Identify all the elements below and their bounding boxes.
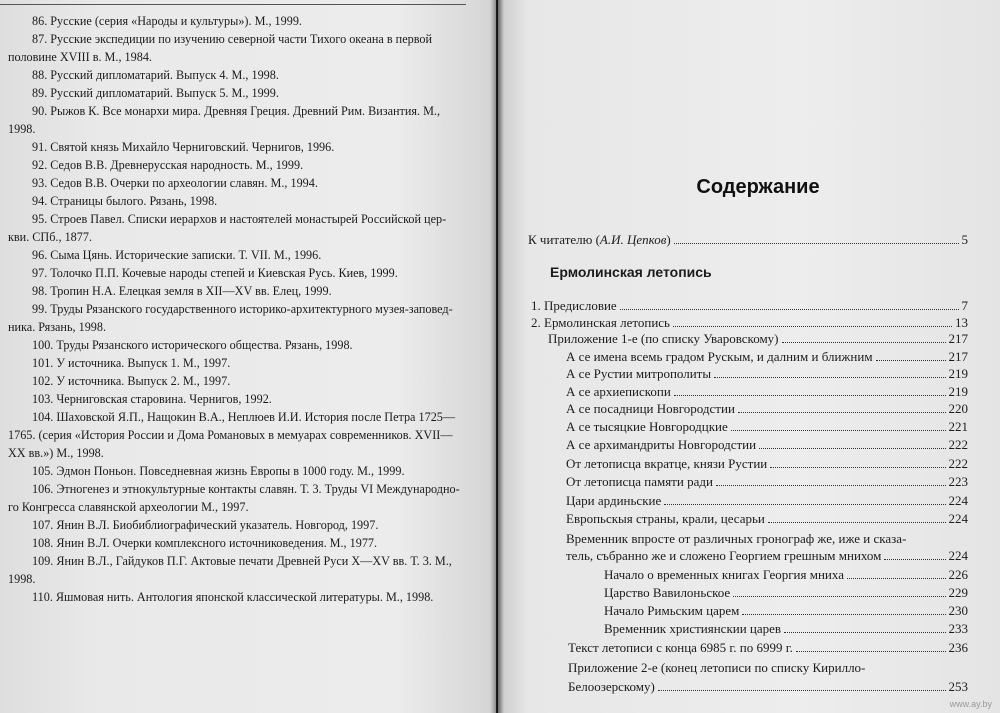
toc-page: 236 — [948, 640, 968, 655]
toc-leader — [620, 297, 959, 310]
bibliography-line: 96. Сыма Цянь. Исторические записки. Т. VII. М., 1996. — [32, 248, 322, 262]
bibliography-line: 103. Черниговская старовина. Чернигов, 1992. — [32, 392, 272, 406]
toc-leader — [884, 547, 945, 560]
toc-leader — [782, 330, 946, 343]
toc-page: 221 — [948, 419, 968, 434]
toc-label: А се архиепископи — [566, 384, 671, 399]
toc-leader — [770, 455, 945, 468]
bibliography-line: 99. Труды Рязанского государственного историко-архитектурного музея-заповед- — [32, 302, 453, 316]
bibliography-line: 1998. — [8, 572, 36, 586]
bibliography-entry — [0, 534, 470, 552]
bibliography-line: 88. Русский дипломатарий. Выпуск 4. М., 1998. — [32, 68, 279, 82]
toc-label: Начало Римьским царем — [604, 603, 740, 618]
toc-leader — [673, 314, 952, 327]
toc-leader — [784, 620, 945, 633]
toc-page: 222 — [948, 437, 968, 452]
toc-page: 5 — [961, 232, 968, 247]
toc-page: 220 — [948, 401, 968, 416]
bibliography-entry — [0, 66, 470, 84]
toc-label: 1. Предисловие — [531, 298, 617, 313]
toc-row — [604, 584, 968, 601]
bibliography-line: 93. Седов В.В. Очерки по археологии славян. М., 1994. — [32, 176, 318, 190]
toc-page: 217 — [948, 331, 968, 346]
bibliography-entry — [0, 480, 470, 516]
bibliography-line: 107. Янин В.Л. Биобиблиографический указатель. Новгород, 1997. — [32, 518, 379, 532]
right-page — [498, 0, 1000, 713]
bibliography-line: 95. Строев Павел. Списки иерархов и настоятелей монастырей Российской цер- — [32, 212, 447, 226]
bibliography-line: 89. Русский дипломатарий. Выпуск 5. М., 1999. — [32, 86, 279, 100]
toc-page: 224 — [948, 493, 968, 508]
toc-leader — [847, 566, 946, 579]
toc-row — [566, 455, 968, 472]
toc-row — [604, 566, 968, 583]
toc-leader — [658, 678, 946, 691]
toc-label: А се архимандриты Новгородстии — [566, 437, 757, 452]
toc-leader — [664, 492, 945, 505]
toc-row — [566, 473, 968, 490]
left-page — [0, 0, 496, 713]
toc-leader — [731, 418, 946, 431]
toc-leader — [674, 231, 959, 244]
toc-label: А се имена всемь градом Рускым, и далним и ближним — [566, 349, 873, 364]
toc-row — [548, 330, 968, 347]
bibliography-entry — [0, 12, 470, 30]
bibliography-entry — [0, 210, 470, 246]
toc-row — [566, 492, 968, 509]
toc-label: Временник впросте от различных гронограф же, иже и сказа- — [566, 531, 907, 546]
bibliography-line: го Конгресса славянской археологии М., 1997. — [8, 500, 249, 514]
bibliography-line: 90. Рыжов К. Все монархи мира. Древняя Греция. Древний Рим. Византия. М., — [32, 104, 440, 118]
toc-label: К читателю (А.И. Цепков) — [528, 232, 671, 247]
toc-label: Царство Вавилоньское — [604, 585, 731, 600]
bibliography-line: 91. Святой князь Михайло Черниговский. Чернигов, 1996. — [32, 140, 335, 154]
bibliography-entry — [0, 516, 470, 534]
bibliography-entry — [0, 282, 470, 300]
bibliography-line: 87. Русские экспедиции по изучению северной части Тихого океана в первой — [32, 32, 432, 46]
bibliography-line: 100. Труды Рязанского исторического общества. Рязань, 1998. — [32, 338, 353, 352]
toc-row — [566, 400, 968, 417]
toc-row — [566, 530, 968, 547]
bibliography-entry — [0, 84, 470, 102]
toc-label: тель, събранно же и сложено Георгием грешным мнихом — [566, 548, 882, 563]
toc-label: 2. Ермолинская летопись — [531, 315, 670, 330]
toc-leader — [768, 510, 946, 523]
toc-page: 219 — [948, 384, 968, 399]
bibliography-line: 1998. — [8, 122, 36, 136]
toc-leader — [876, 348, 946, 361]
bibliography-entry — [0, 462, 470, 480]
toc-row — [604, 602, 968, 619]
bibliography-line: 110. Яшмовая нить. Антология японской классической литературы. М., 1998. — [32, 590, 434, 604]
bibliography-entry — [0, 354, 470, 372]
toc-page: 226 — [948, 567, 968, 582]
bibliography-line: 109. Янин В.Л., Гайдуков П.Г. Актовые печати Древней Руси X—XV вв. Т. 3. М., — [32, 554, 452, 568]
toc-row — [566, 436, 968, 453]
bibliography-entry — [0, 138, 470, 156]
toc-row — [566, 365, 968, 382]
bibliography-line: 105. Эдмон Поньон. Повседневная жизнь Европы в 1000 году. М., 1999. — [32, 464, 405, 478]
toc-row — [531, 297, 968, 314]
toc-label: А се тысяцкие Новгородцкие — [566, 419, 728, 434]
bibliography-entry — [0, 408, 470, 462]
toc-label: А се Рустии митрополиты — [566, 366, 712, 381]
toc-leader — [714, 365, 945, 378]
toc-row — [566, 547, 968, 564]
bibliography-entry — [0, 552, 470, 588]
toc-label: Европьскыя страны, крали, цесарьи — [566, 511, 765, 526]
bibliography-entry — [0, 246, 470, 264]
toc-page: 222 — [948, 456, 968, 471]
bibliography-list — [0, 12, 470, 606]
toc-label: Текст летописи с конца 6985 г. по 6999 г. — [568, 640, 793, 655]
bibliography-line: половине XVIII в. М., 1984. — [8, 50, 152, 64]
bibliography-entry — [0, 156, 470, 174]
bibliography-line: 104. Шаховской Я.П., Нащокин В.А., Неплюев И.И. История после Петра 1725— — [32, 410, 456, 424]
bibliography-line: XX вв.») М., 1998. — [8, 446, 104, 460]
toc-label: Временник християнскии царев — [604, 621, 782, 636]
toc-leader — [796, 639, 946, 652]
toc-leader — [738, 400, 946, 413]
toc-page: 219 — [948, 366, 968, 381]
toc-row — [566, 383, 968, 400]
toc-leader — [733, 584, 945, 597]
toc-leader — [674, 383, 946, 396]
toc-page: 233 — [948, 621, 968, 636]
bibliography-line: 101. У источника. Выпуск 1. М., 1997. — [32, 356, 231, 370]
toc-label: От летописца памяти ради — [566, 474, 713, 489]
bibliography-entry — [0, 192, 470, 210]
bibliography-line: 94. Страницы былого. Рязань, 1998. — [32, 194, 218, 208]
bibliography-line: кви. СПб., 1877. — [8, 230, 92, 244]
toc-label: Начало о временных книгах Георгия мниха — [604, 567, 844, 582]
bibliography-entry — [0, 102, 470, 138]
toc-page: 224 — [948, 548, 968, 563]
bibliography-entry — [0, 300, 470, 336]
toc-page: 223 — [948, 474, 968, 489]
bibliography-line: ника. Рязань, 1998. — [8, 320, 107, 334]
bibliography-entry — [0, 174, 470, 192]
top-rule — [0, 4, 466, 5]
bibliography-line: 1765. (серия «История России и Дома Романовых в мемуарах современников. XVII— — [8, 428, 453, 442]
toc-label: Белоозерскому) — [568, 679, 655, 694]
toc-row — [604, 620, 968, 637]
toc-row — [568, 639, 968, 656]
bibliography-line: 102. У источника. Выпуск 2. М., 1997. — [32, 374, 231, 388]
toc-label: Цари ардиньские — [566, 493, 662, 508]
bibliography-line: 108. Янин В.Л. Очерки комплексного источниковедения. М., 1977. — [32, 536, 378, 550]
toc-label: А се посадници Новгородстии — [566, 401, 735, 416]
bibliography-entry — [0, 336, 470, 354]
toc-row — [566, 510, 968, 527]
bibliography-entry — [0, 264, 470, 282]
toc-page: 229 — [948, 585, 968, 600]
bibliography-line: 106. Этногенез и этнокультурные контакты славян. Т. 3. Труды VI Международно- — [32, 482, 460, 496]
contents-title: Содержание — [696, 176, 820, 198]
bibliography-entry — [0, 390, 470, 408]
toc-page: 253 — [948, 679, 968, 694]
toc-row-reader — [528, 231, 968, 248]
bibliography-entry — [0, 588, 470, 606]
toc-leader — [759, 436, 945, 449]
bibliography-line: 97. Толочко П.П. Кочевые народы степей и Киевская Русь. Киев, 1999. — [32, 266, 398, 280]
toc-row — [566, 348, 968, 365]
section-heading: Ермолинская летопись — [550, 264, 712, 280]
toc-label: Приложение 2-е (конец летописи по списку Кирилло- — [568, 660, 866, 675]
toc-row — [566, 418, 968, 435]
toc-label: Приложение 1-е (по списку Уваровскому) — [548, 331, 779, 346]
toc-row — [568, 678, 968, 695]
toc-page: 224 — [948, 511, 968, 526]
toc-page: 13 — [955, 315, 968, 330]
toc-page: 7 — [961, 298, 968, 313]
watermark: www.ay.by — [949, 699, 992, 709]
toc-row — [568, 659, 968, 676]
toc-page: 217 — [948, 349, 968, 364]
bibliography-line: 98. Тропин Н.А. Елецкая земля в XII—XV вв. Елец, 1999. — [32, 284, 332, 298]
toc-label: От летописца вкратце, князи Рустии — [566, 456, 768, 471]
bibliography-line: 92. Седов В.В. Древнерусская народность. М., 1999. — [32, 158, 304, 172]
toc-row — [531, 314, 968, 331]
bibliography-line: 86. Русские (серия «Народы и культуры»). М., 1999. — [32, 14, 302, 28]
bibliography-entry — [0, 30, 470, 66]
toc-leader — [742, 602, 945, 615]
toc-leader — [716, 473, 946, 486]
toc-page: 230 — [948, 603, 968, 618]
bibliography-entry — [0, 372, 470, 390]
